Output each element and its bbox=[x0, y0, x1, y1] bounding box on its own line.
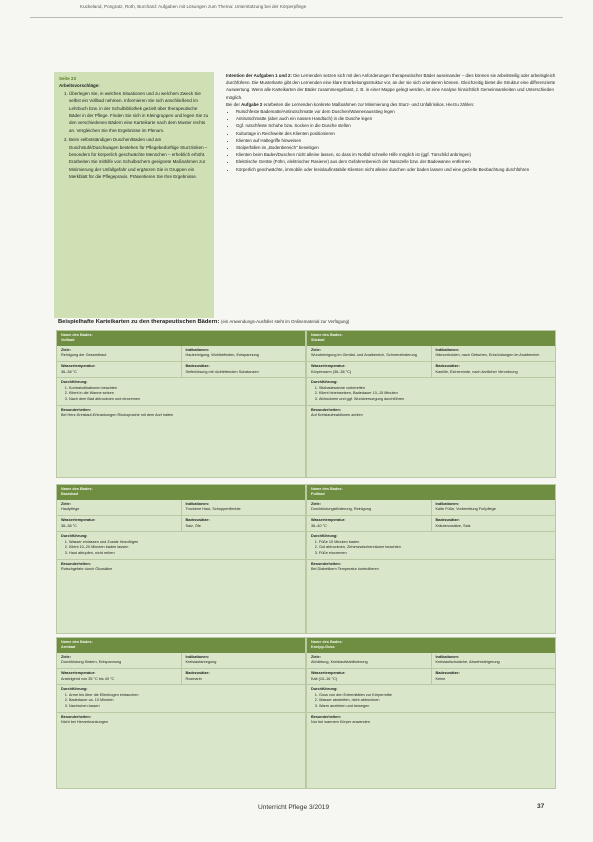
card-header bbox=[307, 331, 555, 346]
card-execution-step: 1. Wasser einlassen und Zusatz hinzufügen bbox=[69, 540, 301, 546]
card-execution-list bbox=[61, 540, 301, 557]
card-indications-label: Indikationen: bbox=[435, 654, 460, 659]
section-title bbox=[58, 319, 558, 325]
card-notes bbox=[307, 560, 555, 575]
card-temperature-label: Wassertemperatur: bbox=[61, 671, 96, 675]
card-header-label: Name des Bades: bbox=[311, 487, 343, 491]
card-notes bbox=[57, 406, 305, 421]
card-additives bbox=[431, 516, 556, 531]
card-execution bbox=[307, 378, 555, 405]
bath-card bbox=[56, 484, 306, 634]
card-indications-text: Kreislaufschwäche, Abwehrsteigerung bbox=[435, 660, 500, 665]
card-execution-label: Durchführung: bbox=[61, 534, 88, 539]
card-notes-text: Bei Diabetikern Temperatur kontrollieren bbox=[311, 567, 379, 572]
card-additives bbox=[181, 669, 306, 684]
card-temperature-label: Wassertemperatur: bbox=[311, 518, 346, 522]
card-execution-step: 1. Guss von den Extremitäten zur Körpermitte bbox=[319, 693, 551, 699]
measure-item: • Rutschfeste Badematte/Antirutschmatte vor dem Duschen/Wannenausstieg legen bbox=[236, 108, 558, 115]
card-execution-step: 2. Badedauer ca. 10 Minuten bbox=[69, 698, 301, 704]
footer-journal: Unterricht Pflege 3/2019 bbox=[258, 804, 330, 811]
measure-item: • Kulturtage in Reichweite des Klienten positionieren bbox=[236, 130, 558, 137]
card-goals-text: Hautpflege bbox=[61, 507, 80, 512]
bath-card bbox=[56, 637, 306, 789]
card-additives-label: Badezusätze: bbox=[435, 518, 460, 522]
card-execution-label: Durchführung: bbox=[61, 380, 88, 385]
card-execution-label: Durchführung: bbox=[311, 534, 338, 539]
card-execution-step: 2. Klient in die Wanne setzen bbox=[69, 391, 301, 397]
card-temperature-text: 36–38 °C bbox=[61, 369, 77, 374]
card-goals-text: Durchblutung fördern, Entspannung bbox=[61, 660, 122, 665]
card-goals bbox=[57, 346, 181, 361]
card-execution-list bbox=[311, 693, 551, 710]
card-notes bbox=[57, 713, 305, 728]
measure-item: • Klienten beim Baden/Duschen nicht alleine lassen, so dass im Notfall schnelle Hilfe möglich ist (ggf. Türschild anbringen) bbox=[236, 151, 558, 158]
card-temperature-text: 36–40 °C bbox=[311, 523, 327, 528]
card-indications bbox=[431, 653, 556, 668]
measure-item: • Klienten auf Haltegriffe hinweisen bbox=[236, 137, 558, 144]
card-temperature-text: Ansteigend von 35 °C bis 40 °C bbox=[61, 676, 115, 681]
card-additives-text: Rosmarin bbox=[185, 676, 202, 681]
card-goals bbox=[307, 500, 431, 515]
card-indications-text: Kreislaufanregung bbox=[185, 660, 217, 665]
card-indications-label: Indikationen: bbox=[185, 501, 210, 506]
exercise-list bbox=[59, 90, 209, 181]
card-execution-step: 3. Füße eincremen bbox=[319, 551, 551, 557]
card-header-title: Basisbad bbox=[61, 492, 78, 497]
card-execution-step: 2. Gut abtrocknen, Zehenzwischenräume beachten bbox=[319, 545, 551, 551]
card-row-goals bbox=[57, 346, 305, 362]
card-indications-text: Trockene Haut, Schuppenflechte bbox=[185, 507, 241, 512]
card-notes-label: Besonderheiten: bbox=[61, 407, 91, 412]
card-additives bbox=[431, 362, 556, 377]
task2-body: erarbeiten die Lernenden konkrete Maßnahmen zur Minimierung des Sturz- und Unfallrisikos. Hierzu zählen: bbox=[262, 101, 475, 107]
card-notes-text: Nicht bei Herzerkrankungen bbox=[61, 720, 109, 725]
bath-card bbox=[306, 330, 556, 478]
card-header bbox=[307, 638, 555, 653]
card-notes-text: Auf Kreislaufreaktionen achten bbox=[311, 413, 363, 418]
card-temperature-text: Körperwarm (36–38 °C) bbox=[311, 369, 352, 374]
card-notes bbox=[307, 406, 555, 421]
card-indications-label: Indikationen: bbox=[185, 347, 210, 352]
card-additives bbox=[181, 516, 306, 531]
card-goals-label: Ziele: bbox=[61, 654, 71, 659]
card-notes-label: Besonderheiten: bbox=[61, 714, 91, 719]
card-row-temperature bbox=[57, 669, 305, 685]
card-row-temperature bbox=[57, 362, 305, 378]
card-temperature bbox=[57, 362, 181, 377]
intention-paragraph-2 bbox=[226, 101, 558, 108]
card-temperature bbox=[57, 669, 181, 684]
card-notes-label: Besonderheiten: bbox=[311, 714, 341, 719]
card-indications-label: Indikationen: bbox=[435, 501, 460, 506]
card-row-temperature bbox=[307, 516, 555, 532]
card-row-goals bbox=[307, 346, 555, 362]
card-goals-label: Ziele: bbox=[311, 654, 321, 659]
card-additives-label: Badezusätze: bbox=[185, 671, 210, 675]
card-notes bbox=[57, 560, 305, 575]
card-indications-text: Kalte Füße, Vorbereitung Fußpflege bbox=[435, 507, 496, 512]
card-temperature-label: Wassertemperatur: bbox=[311, 364, 346, 368]
card-temperature bbox=[57, 516, 181, 531]
card-additives bbox=[181, 362, 306, 377]
card-notes bbox=[307, 713, 555, 728]
card-additives-text: Kamille, Eichenrinde, nach ärztlicher Verordnung bbox=[435, 369, 518, 374]
card-additives-label: Badezusätze: bbox=[185, 518, 210, 522]
section-subtitle: (ein Anwendungs-Ausfüller steht im Onlinematerial zur Verfügung) bbox=[221, 319, 350, 324]
exercise-heading: Arbeitsvorschläge: bbox=[59, 83, 100, 89]
card-header-label: Name des Bades: bbox=[61, 487, 93, 491]
card-execution-step: 2. Klient hineinsetzen, Badedauer 10–15 Minuten bbox=[319, 391, 551, 397]
card-indications-text: Hämorrhoiden, nach Geburten, Entzündungen im Analbereich bbox=[435, 353, 540, 358]
card-header bbox=[57, 331, 305, 346]
card-goals-label: Ziele: bbox=[311, 501, 321, 506]
card-execution-step: 2. Wasser abstreifen, nicht abtrocknen bbox=[319, 698, 551, 704]
card-header-label: Name des Bades: bbox=[61, 333, 93, 337]
card-row-goals bbox=[57, 500, 305, 516]
card-notes-text: Rutschgefahr durch Ölzusätze bbox=[61, 567, 113, 572]
card-row-goals bbox=[57, 653, 305, 669]
card-row-temperature bbox=[307, 362, 555, 378]
card-goals-text: Abhärtung, Kreislaufstabilisierung bbox=[311, 660, 368, 665]
card-execution-step: 1. Sitzbadewanne vorbereiten bbox=[319, 386, 551, 392]
card-goals-text: Reinigung der Gesamthaut bbox=[61, 353, 107, 358]
card-header-label: Name des Bades: bbox=[311, 333, 343, 337]
card-indications bbox=[431, 346, 556, 361]
intention-label: Intention der Aufgaben 1 und 2: bbox=[226, 73, 292, 78]
card-goals-label: Ziele: bbox=[61, 501, 71, 506]
card-execution-step: 3. Abtrocknen und ggf. Wundversorgung durchführen bbox=[319, 397, 551, 403]
exercise-item-1: 1. Überlegen Sie, in welchen Situationen und zu welchem Zweck Sie selbst ein Vollbad nehmen. Informieren Sie sich anschließend im Lehrbuch bzw. in der Schulbibliothek gezielt über therapeutische Bäder in der Pflege. Finden Sie sich in Kleingruppen und legen Sie zu den verschiedenen Bädern eine Karteikarte nach dem Muster rechts an. Vergleichen Sie Ihre Ergebnisse im Plenum. bbox=[69, 90, 209, 134]
card-indications bbox=[181, 346, 306, 361]
card-goals bbox=[57, 500, 181, 515]
bath-card bbox=[306, 484, 556, 634]
card-execution bbox=[57, 532, 305, 559]
card-execution-list bbox=[61, 693, 301, 710]
card-temperature-label: Wassertemperatur: bbox=[61, 364, 96, 368]
card-indications bbox=[431, 500, 556, 515]
measure-item: • Körperlich geschwächte, immobile oder kreislaufinstabile Klienten nicht alleine duschen oder baden lassen und eine gezielte Beobachtung durchführen bbox=[236, 166, 558, 173]
card-execution-step: 2. Klient 10–20 Minuten baden lassen bbox=[69, 545, 301, 551]
card-notes-label: Besonderheiten: bbox=[311, 407, 341, 412]
card-execution-label: Durchführung: bbox=[311, 380, 338, 385]
card-goals-text: Wundreinigung im Genital- und Analbereich, Schmerzlinderung bbox=[311, 353, 417, 358]
card-notes-label: Besonderheiten: bbox=[311, 561, 341, 566]
card-additives-label: Badezusätze: bbox=[435, 671, 460, 675]
card-row-goals bbox=[307, 653, 555, 669]
running-head: Kuckeland, Pongratz, Roth, Burchard: Aufgaben mit Lösungen zum Thema: Unterstützung bei der Körperpflege bbox=[80, 4, 307, 9]
card-temperature bbox=[307, 516, 431, 531]
card-header bbox=[307, 485, 555, 500]
measure-item: • Antirutschmatte (aber auch ein nasses Handtuch) in die Dusche legen bbox=[236, 115, 558, 122]
card-execution-step: 1. Füße 10 Minuten baden bbox=[319, 540, 551, 546]
card-additives-text: Keine bbox=[435, 676, 446, 681]
exercise-item-2: 2. Beim selbstständigen Duschen/Baden und am Duschstuhl/Duschwagen bestehen für Pflegebedürftige Sturzrisiken – besonders für körperlich geschwächte Menschen – erheblich erhöht. Erarbeiten Sie mithilfe von Schulbüchern geeignete Maßnahmen zur Minimierung der Unfallgefahr und ergänzen Sie in Gruppen ein Merkblatt für die Pflegepraxis. Präsentieren Sie Ihre Ergebnisse. bbox=[69, 136, 209, 180]
card-indications-label: Indikationen: bbox=[185, 654, 210, 659]
intention-body: Die Lernenden setzen sich mit den Anforderungen therapeutischer Bäder auseinander – dies können sie arbeitsteilig oder arbeitsgleich durchführen. Die Musterkarte gibt den Lernenden eine klare Erarbeitungsstruktur vor, an der sie sich orientieren können. Gleichzeitig bietet die Struktur eine differenzierte Auswertung. Wenn alle Karteikarten der Bäder zusammengefasst, z. B. in einer Mappe gelegt werden, ist eine Analyse hinsichtlich Gemeinsamkeiten und Unterschieden möglich. bbox=[226, 73, 556, 100]
exercise-page-label: Seite 23 bbox=[59, 76, 77, 81]
card-header bbox=[57, 485, 305, 500]
card-notes-text: Nur bei warmem Körper anwenden bbox=[311, 720, 370, 725]
card-execution-step: 1. Arme bis über die Ellenbogen eintauchen bbox=[69, 693, 301, 699]
card-additives-text: Kräuterzusätze, Salz bbox=[435, 523, 471, 528]
task2-prefix: Bei der bbox=[226, 101, 242, 107]
intention-text bbox=[226, 72, 558, 316]
card-temperature-label: Wassertemperatur: bbox=[61, 518, 96, 522]
card-additives bbox=[431, 669, 556, 684]
card-temperature-text: 36–38 °C bbox=[61, 523, 77, 528]
card-additives-text: Salz, Öle bbox=[185, 523, 201, 528]
measure-item: • Elektrische Geräte (Föhn, elektrischer Rasierer) aus dem Gefahrenbereich der Nasszelle bzw. der Badewanne entfernen bbox=[236, 158, 558, 165]
card-execution bbox=[57, 378, 305, 405]
card-row-temperature bbox=[57, 516, 305, 532]
card-execution bbox=[307, 532, 555, 559]
card-header-label: Name des Bades: bbox=[311, 640, 343, 644]
card-goals-label: Ziele: bbox=[311, 347, 321, 352]
card-header-title: Sitzbad bbox=[311, 338, 325, 343]
footer-page-number: 37 bbox=[537, 803, 545, 810]
card-indications bbox=[181, 500, 306, 515]
measure-item: • Ggf. rutschfeste Schuhe bzw. Socken in die Dusche stellen bbox=[236, 122, 558, 129]
card-execution-list bbox=[61, 386, 301, 403]
card-notes-label: Besonderheiten: bbox=[61, 561, 91, 566]
card-header-title: Kneipp-Guss bbox=[311, 645, 335, 650]
card-header-title: Armbad bbox=[61, 645, 76, 650]
card-execution bbox=[307, 685, 555, 712]
exercise-box bbox=[54, 72, 214, 318]
card-goals bbox=[57, 653, 181, 668]
card-execution-list bbox=[311, 386, 551, 403]
card-indications-text: Hautreinigung, Wohlbefinden, Entspannung bbox=[185, 353, 259, 358]
intention-paragraph-1 bbox=[226, 72, 558, 101]
card-execution-step: 3. Haut abtupfen, nicht reiben bbox=[69, 551, 301, 557]
card-header-title: Fußbad bbox=[311, 492, 325, 497]
task2-label: Aufgabe 2 bbox=[241, 101, 263, 107]
card-execution-step: 3. Nach dem Bad abtrocknen und eincremen bbox=[69, 397, 301, 403]
measures-list bbox=[226, 108, 558, 173]
card-header bbox=[57, 638, 305, 653]
card-execution-label: Durchführung: bbox=[61, 687, 88, 692]
card-goals bbox=[307, 653, 431, 668]
card-header-title: Vollbad bbox=[61, 338, 75, 343]
card-indications-label: Indikationen: bbox=[435, 347, 460, 352]
card-goals bbox=[307, 346, 431, 361]
bath-card bbox=[306, 637, 556, 789]
card-notes-text: Bei Herz-Kreislauf-Erkrankungen Rücksprache mit dem Arzt halten bbox=[61, 413, 174, 418]
card-additives-label: Badezusätze: bbox=[185, 364, 210, 368]
card-execution-step: 1. Kontraindikationen beachten bbox=[69, 386, 301, 392]
section-title-text: Beispielhafte Karteikarten zu den therapeutischen Bädern: bbox=[58, 319, 220, 325]
card-additives-text: Seifenlösung mit rückfettenden Substanzen bbox=[185, 369, 259, 374]
card-execution-step: 3. Nachruhen lassen bbox=[69, 704, 301, 710]
card-execution-label: Durchführung: bbox=[311, 687, 338, 692]
card-goals-text: Durchblutungsförderung, Reinigung bbox=[311, 507, 371, 512]
card-execution bbox=[57, 685, 305, 712]
measure-item: • Stolperfallen im „Bodenbereich" beseitigen bbox=[236, 144, 558, 151]
card-execution-list bbox=[311, 540, 551, 557]
card-execution-step: 3. Warm anziehen und bewegen bbox=[319, 704, 551, 710]
card-indications bbox=[181, 653, 306, 668]
card-goals-label: Ziele: bbox=[61, 347, 71, 352]
card-temperature-label: Wassertemperatur: bbox=[311, 671, 346, 675]
card-temperature bbox=[307, 362, 431, 377]
bath-card bbox=[56, 330, 306, 478]
card-row-temperature bbox=[307, 669, 555, 685]
card-additives-label: Badezusätze: bbox=[435, 364, 460, 368]
header-rule bbox=[30, 17, 563, 18]
card-temperature bbox=[307, 669, 431, 684]
card-header-label: Name des Bades: bbox=[61, 640, 93, 644]
card-temperature-text: Kalt (10–16 °C) bbox=[311, 676, 337, 681]
card-row-goals bbox=[307, 500, 555, 516]
